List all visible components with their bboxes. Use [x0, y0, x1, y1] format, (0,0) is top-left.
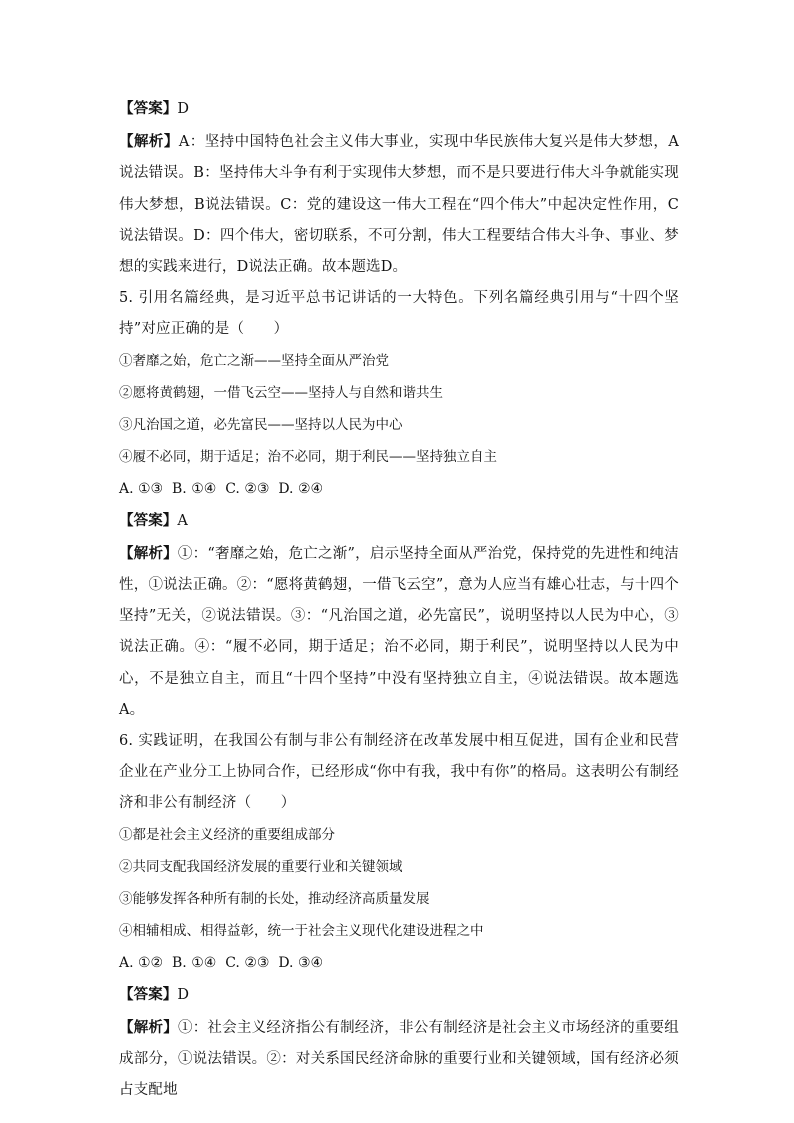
- q4-answer: [119, 98, 679, 120]
- analysis-tag: 【解析】: [119, 545, 178, 562]
- q5-choices: A. ①③ B. ①④ C. ②③ D. ②④: [119, 481, 324, 498]
- q5-block: [119, 283, 679, 726]
- answer-value: A: [177, 512, 188, 529]
- q6-option-3: ③能够发挥各种所有制的长处，推动经济高质量发展: [119, 890, 430, 907]
- q6-option-4: ④相辅相成、相得益彰，统一于社会主义现代化建设进程之中: [119, 923, 484, 940]
- q6-answer: [119, 984, 679, 1006]
- q6-analysis: [119, 1013, 679, 1107]
- q4-analysis: [119, 127, 679, 283]
- q5-option-3: ③凡治国之道，必先富民——坚持以人民为中心: [119, 416, 403, 433]
- analysis-text: ①：“奢靡之始，危亡之渐”，启示坚持全面从严治党，保持党的先进性和纯洁性，①说法正确。②：“愿将黄鹤翅，一借飞云空”，意为人应当有雄心壮志，与十四个坚持”无关，②说法错误。③：“凡治国之道，必先富民”，说明坚持以人民为中心，③说法正确。④：“履不必同，期于适足；治不必同，期于利民”，说明坚持以人民为中心，不是独立自主，而且“十四个坚持”中没有坚持独立自主，④说法错误。故本题选A。: [119, 545, 679, 718]
- q6-stem: 6. 实践证明，在我国公有制与非公有制经济在改革发展中相互促进，国有企业和民营企业在产业分工上协同合作，已经形成“你中有我，我中有你”的格局。这表明公有制经济和非公有制经济（ ）: [119, 732, 679, 812]
- analysis-text: A：坚持中国特色社会主义伟大事业，实现中华民族伟大复兴是伟大梦想，A说法错误。B：坚持伟大斗争有利于实现伟大梦想，而不是只要进行伟大斗争就能实现伟大梦想，B说法错误。C：党的建设这一伟大工程在“四个伟大”中起决定性作用，C说法错误。D：四个伟大，密切联系，不可分割，伟大工程要结合伟大斗争、事业、梦想的实践来进行，D说法正确。故本题选D。: [119, 134, 679, 275]
- q4-block: [119, 98, 679, 283]
- q5-option-4: ④履不必同，期于适足；治不必同，期于利民——坚持独立自主: [119, 449, 497, 466]
- q5-stem: 5. 引用名篇经典，是习近平总书记讲话的一大特色。下列名篇经典引用与“十四个坚持”对应正确的是（ ）: [119, 290, 679, 338]
- answer-tag: 【答案】: [119, 101, 178, 117]
- q5-answer: [119, 510, 679, 532]
- q5-analysis: [119, 539, 679, 726]
- q5-option-1: ①奢靡之始，危亡之渐——坚持全面从严治党: [119, 352, 389, 369]
- analysis-tag: 【解析】: [119, 134, 179, 151]
- answer-tag: 【答案】: [119, 986, 178, 1003]
- q6-block: [119, 726, 679, 1106]
- answer-tag: 【答案】: [119, 512, 178, 529]
- q6-choices: A. ①② B. ①④ C. ②③ D. ③④: [119, 955, 324, 972]
- q6-option-1: ①都是社会主义经济的重要组成部分: [119, 826, 335, 843]
- answer-value: D: [177, 986, 190, 1003]
- analysis-tag: 【解析】: [119, 1019, 178, 1036]
- analysis-text: ①：社会主义经济指公有制经济，非公有制经济是社会主义市场经济的重要组成部分，①说法错误。②：对关系国民经济命脉的重要行业和关键领域，国有经济必须占支配地: [119, 1019, 679, 1099]
- q5-option-2: ②愿将黄鹤翅，一借飞云空——坚持人与自然和谐共生: [119, 384, 443, 401]
- document-page: [119, 98, 679, 1106]
- answer-value: D: [177, 101, 190, 117]
- q6-option-2: ②共同支配我国经济发展的重要行业和关键领域: [119, 858, 403, 875]
